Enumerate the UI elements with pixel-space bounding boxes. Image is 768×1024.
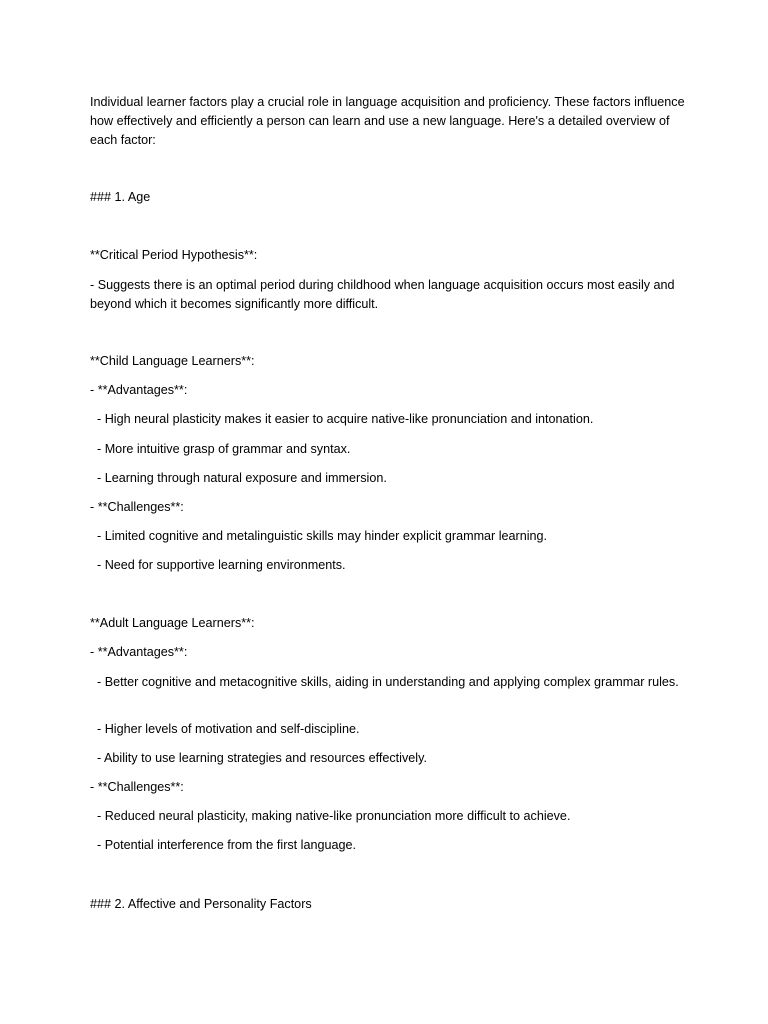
adult-advantage-item: - Ability to use learning strategies and resources effectively. — [90, 751, 427, 765]
child-advantages-label: - **Advantages**: — [90, 383, 188, 397]
adult-challenge-item: - Reduced neural plasticity, making native-like pronunciation more difficult to achieve. — [90, 809, 571, 823]
adult-challenges-label: - **Challenges**: — [90, 780, 184, 794]
child-advantage-item: - More intuitive grasp of grammar and syntax. — [90, 442, 351, 456]
critical-period-heading: **Critical Period Hypothesis**: — [90, 248, 258, 262]
child-learners-heading: **Child Language Learners**: — [90, 354, 255, 368]
child-advantage-item: - High neural plasticity makes it easier to acquire native-like pronunciation and intonation. — [90, 412, 594, 426]
adult-challenge-item: - Potential interference from the first language. — [90, 838, 357, 852]
child-challenge-item: - Need for supportive learning environments. — [90, 558, 346, 572]
adult-learners-heading: **Adult Language Learners**: — [90, 616, 255, 630]
heading-age: ### 1. Age — [90, 190, 151, 204]
adult-advantage-item: - Higher levels of motivation and self-discipline. — [90, 722, 360, 736]
child-challenge-item: - Limited cognitive and metalinguistic skills may hinder explicit grammar learning. — [90, 529, 548, 543]
heading-affective-factors: ### 2. Affective and Personality Factors — [90, 897, 312, 911]
adult-advantage-item: - Better cognitive and metacognitive skills, aiding in understanding and applying complex grammar rules. — [90, 675, 679, 689]
intro-paragraph: Individual learner factors play a crucial role in language acquisition and proficiency. These factors influence how effectively and efficiently a person can learn and use a new language. Here's a detailed overview of each factor: — [90, 95, 685, 147]
child-advantage-item: - Learning through natural exposure and immersion. — [90, 471, 387, 485]
child-challenges-label: - **Challenges**: — [90, 500, 184, 514]
critical-period-text: - Suggests there is an optimal period during childhood when language acquisition occurs most easily and beyond which it becomes significantly more difficult. — [90, 278, 675, 311]
adult-advantages-label: - **Advantages**: — [90, 645, 188, 659]
